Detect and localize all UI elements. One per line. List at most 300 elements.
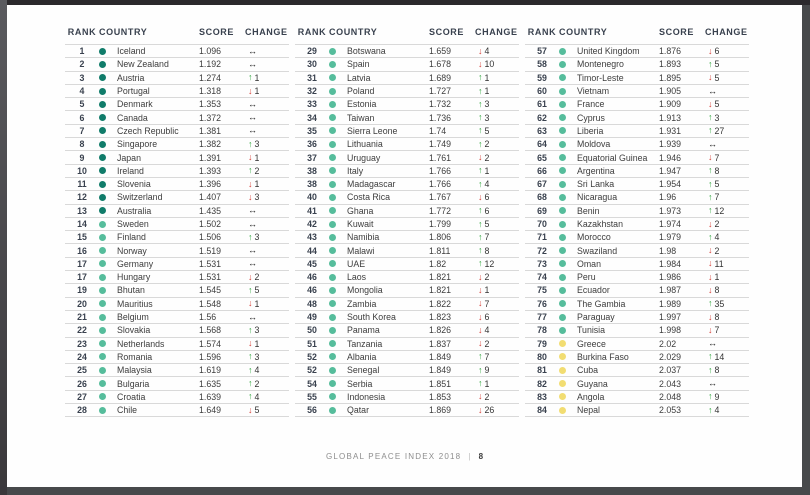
country-cell: Chile bbox=[117, 405, 138, 416]
change-arrow-icon: ↑ bbox=[248, 165, 253, 176]
change-arrow-icon: ↑ bbox=[248, 138, 253, 149]
table-row bbox=[295, 72, 519, 85]
tier-dot-icon bbox=[329, 114, 336, 121]
change-amount: 8 bbox=[714, 285, 720, 296]
score-cell: 1.931 bbox=[659, 125, 682, 136]
change-arrow-icon: ↑ bbox=[478, 138, 483, 149]
rank-cell: 25 bbox=[77, 365, 87, 376]
change-cell bbox=[705, 246, 749, 256]
rank-cell: 28 bbox=[77, 405, 87, 416]
change-cell bbox=[475, 126, 519, 136]
change-arrow-icon: ↔ bbox=[248, 45, 257, 56]
table-row bbox=[65, 151, 289, 164]
change-amount: 6 bbox=[484, 192, 490, 203]
table-row bbox=[295, 324, 519, 337]
change-cell bbox=[245, 405, 289, 415]
score-cell: 1.974 bbox=[659, 219, 682, 229]
score-cell: 2.029 bbox=[659, 351, 682, 362]
rank-cell: 48 bbox=[307, 298, 317, 309]
table-row bbox=[295, 338, 519, 351]
score-cell: 1.519 bbox=[199, 245, 222, 256]
score-cell: 1.849 bbox=[429, 365, 452, 376]
change-amount: 4 bbox=[484, 179, 490, 190]
change-cell bbox=[475, 365, 519, 375]
rank-cell: 52 bbox=[307, 365, 317, 376]
score-cell: 1.391 bbox=[199, 152, 222, 163]
change-cell bbox=[475, 59, 519, 69]
score-cell: 1.531 bbox=[199, 272, 222, 283]
score-cell: 2.037 bbox=[659, 365, 682, 376]
change-arrow-icon: ↑ bbox=[478, 258, 483, 269]
table-row bbox=[65, 298, 289, 311]
score-cell: 1.382 bbox=[199, 139, 222, 150]
change-amount: 5 bbox=[714, 99, 720, 110]
change-amount: 2 bbox=[484, 391, 490, 402]
rank-cell: 21 bbox=[77, 312, 87, 323]
change-cell bbox=[475, 192, 519, 202]
table-row bbox=[525, 191, 749, 204]
score-cell: 1.56 bbox=[199, 312, 217, 323]
rank-cell: 50 bbox=[307, 325, 317, 336]
change-arrow-icon: ↓ bbox=[708, 245, 713, 256]
change-amount: 8 bbox=[714, 165, 720, 176]
table-row bbox=[525, 391, 749, 404]
table-row bbox=[525, 231, 749, 244]
table-row bbox=[525, 258, 749, 271]
rank-cell: 81 bbox=[537, 365, 547, 376]
score-cell: 1.619 bbox=[199, 365, 222, 376]
tier-dot-icon bbox=[329, 194, 336, 201]
rank-cell: 12 bbox=[77, 192, 87, 203]
change-cell bbox=[705, 99, 749, 109]
country-cell: Germany bbox=[117, 258, 154, 269]
change-cell bbox=[475, 246, 519, 256]
tier-dot-icon bbox=[559, 61, 566, 68]
rank-cell: 16 bbox=[77, 245, 87, 256]
change-cell bbox=[705, 259, 749, 269]
change-cell bbox=[475, 153, 519, 163]
rank-cell: 83 bbox=[537, 391, 547, 402]
tier-dot-icon bbox=[559, 300, 566, 307]
change-arrow-icon: ↔ bbox=[708, 138, 717, 149]
tier-dot-icon bbox=[329, 407, 336, 414]
country-cell: Malaysia bbox=[117, 365, 152, 376]
change-amount: 1 bbox=[484, 285, 490, 296]
change-cell bbox=[475, 285, 519, 295]
change-amount: 1 bbox=[254, 72, 260, 83]
change-arrow-icon: ↑ bbox=[478, 231, 483, 242]
table-row bbox=[295, 364, 519, 377]
score-cell: 1.407 bbox=[199, 192, 222, 203]
change-arrow-icon: ↑ bbox=[248, 378, 253, 389]
score-cell: 1.876 bbox=[659, 46, 682, 57]
table-row bbox=[65, 58, 289, 71]
score-cell: 1.811 bbox=[429, 245, 451, 256]
change-cell bbox=[705, 153, 749, 163]
score-cell: 1.98 bbox=[659, 245, 677, 256]
table-row bbox=[295, 231, 519, 244]
table-row bbox=[295, 58, 519, 71]
rank-cell: 14 bbox=[77, 219, 87, 229]
tier-dot-icon bbox=[559, 194, 566, 201]
country-cell: Norway bbox=[117, 245, 147, 256]
country-cell: Hungary bbox=[117, 272, 151, 283]
tier-dot-icon bbox=[329, 154, 336, 161]
score-cell: 1.939 bbox=[659, 139, 682, 150]
country-cell: Mauritius bbox=[117, 298, 153, 309]
country-cell: Iceland bbox=[117, 46, 146, 57]
peace-table-3 bbox=[525, 27, 749, 417]
change-amount: 1 bbox=[484, 72, 490, 83]
change-amount: 7 bbox=[714, 152, 720, 163]
score-cell: 1.987 bbox=[659, 285, 682, 296]
change-arrow-icon: ↓ bbox=[478, 58, 483, 69]
table-header bbox=[525, 27, 749, 44]
change-amount: 2 bbox=[484, 338, 490, 349]
change-cell bbox=[705, 113, 749, 123]
change-amount: 8 bbox=[714, 312, 720, 323]
change-arrow-icon: ↑ bbox=[248, 364, 253, 375]
rank-cell: 15 bbox=[77, 232, 87, 243]
score-cell: 1.82 bbox=[429, 258, 447, 269]
rank-cell: 46 bbox=[307, 285, 317, 296]
change-amount: 27 bbox=[714, 125, 725, 136]
country-cell: Slovakia bbox=[117, 325, 151, 336]
tier-dot-icon bbox=[329, 234, 336, 241]
change-arrow-icon: ↓ bbox=[248, 152, 253, 163]
rank-cell: 17 bbox=[77, 272, 87, 283]
table-row bbox=[65, 364, 289, 377]
change-amount: 4 bbox=[714, 405, 720, 416]
tier-dot-icon bbox=[559, 154, 566, 161]
change-amount: 1 bbox=[254, 86, 260, 97]
rank-cell: 74 bbox=[537, 272, 547, 283]
tier-dot-icon bbox=[559, 101, 566, 108]
table-row bbox=[295, 45, 519, 58]
change-arrow-icon: ↓ bbox=[478, 45, 483, 56]
change-cell bbox=[705, 59, 749, 69]
change-cell bbox=[245, 313, 289, 322]
change-cell bbox=[245, 246, 289, 255]
tier-dot-icon bbox=[559, 367, 566, 374]
change-cell bbox=[475, 166, 519, 176]
change-cell bbox=[245, 47, 289, 56]
rank-cell: 67 bbox=[537, 179, 547, 190]
score-cell: 1.979 bbox=[659, 232, 682, 243]
change-arrow-icon: ↑ bbox=[708, 125, 713, 136]
table-row bbox=[295, 151, 519, 164]
change-amount: 5 bbox=[484, 125, 490, 136]
score-cell: 1.659 bbox=[429, 46, 452, 57]
change-arrow-icon: ↓ bbox=[708, 45, 713, 56]
change-arrow-icon: ↑ bbox=[708, 364, 713, 375]
score-cell: 1.749 bbox=[429, 139, 452, 150]
table-row bbox=[65, 191, 289, 204]
rank-cell: 32 bbox=[307, 86, 317, 97]
change-cell bbox=[705, 339, 749, 348]
rank-cell: 70 bbox=[537, 219, 547, 229]
change-cell bbox=[475, 272, 519, 282]
table-row bbox=[525, 338, 749, 351]
change-cell bbox=[705, 73, 749, 83]
table-row bbox=[295, 284, 519, 297]
table-row bbox=[525, 404, 749, 417]
country-cell: Equatorial Guinea bbox=[577, 152, 648, 163]
tier-dot-icon bbox=[559, 221, 566, 228]
change-amount: 1 bbox=[254, 152, 260, 163]
country-cell: Finland bbox=[117, 232, 146, 243]
country-cell: Sweden bbox=[117, 219, 149, 229]
change-arrow-icon: ↑ bbox=[478, 364, 483, 375]
tier-dot-icon bbox=[329, 380, 336, 387]
table-row bbox=[525, 377, 749, 390]
score-cell: 1.318 bbox=[199, 86, 222, 97]
tier-dot-icon bbox=[99, 181, 106, 188]
peace-table-2 bbox=[295, 27, 519, 417]
change-cell bbox=[475, 405, 519, 415]
score-header: SCORE bbox=[659, 27, 695, 37]
table-row bbox=[525, 165, 749, 178]
change-cell bbox=[475, 179, 519, 189]
country-cell: Singapore bbox=[117, 139, 158, 150]
score-cell: 1.727 bbox=[429, 86, 452, 97]
change-amount: 26 bbox=[484, 405, 495, 416]
change-cell bbox=[475, 86, 519, 96]
change-arrow-icon: ↓ bbox=[248, 298, 253, 309]
country-cell: Timor-Leste bbox=[577, 72, 624, 83]
change-cell bbox=[705, 312, 749, 322]
tier-dot-icon bbox=[559, 287, 566, 294]
change-cell bbox=[705, 206, 749, 216]
table-row bbox=[525, 151, 749, 164]
country-cell: France bbox=[577, 99, 605, 110]
country-cell: Laos bbox=[347, 272, 367, 283]
tier-dot-icon bbox=[559, 167, 566, 174]
rank-header: RANK bbox=[297, 27, 327, 37]
table-row bbox=[525, 311, 749, 324]
score-cell: 1.947 bbox=[659, 165, 682, 176]
tier-dot-icon bbox=[559, 260, 566, 267]
rank-cell: 56 bbox=[307, 405, 317, 416]
rank-cell: 19 bbox=[77, 285, 87, 296]
change-cell bbox=[705, 140, 749, 149]
tier-dot-icon bbox=[559, 74, 566, 81]
country-cell: Paraguay bbox=[577, 312, 615, 323]
change-cell bbox=[705, 179, 749, 189]
change-arrow-icon: ↑ bbox=[248, 231, 253, 242]
change-arrow-icon: ↓ bbox=[478, 152, 483, 163]
change-amount: 5 bbox=[254, 285, 260, 296]
change-amount: 1 bbox=[254, 338, 260, 349]
table-row bbox=[65, 231, 289, 244]
change-cell bbox=[705, 219, 749, 229]
tier-dot-icon bbox=[329, 221, 336, 228]
tier-dot-icon bbox=[559, 181, 566, 188]
tier-dot-icon bbox=[99, 314, 106, 321]
tier-dot-icon bbox=[329, 300, 336, 307]
table-row bbox=[525, 298, 749, 311]
change-amount: 3 bbox=[254, 232, 260, 243]
tier-dot-icon bbox=[99, 274, 106, 281]
tier-dot-icon bbox=[329, 247, 336, 254]
tier-dot-icon bbox=[99, 287, 106, 294]
score-cell: 1.905 bbox=[659, 86, 682, 97]
change-arrow-icon: ↓ bbox=[478, 338, 483, 349]
country-cell: Senegal bbox=[347, 365, 380, 376]
tier-dot-icon bbox=[329, 287, 336, 294]
rank-cell: 42 bbox=[307, 219, 317, 229]
change-cell bbox=[475, 259, 519, 269]
rank-cell: 49 bbox=[307, 312, 317, 323]
tier-dot-icon bbox=[329, 141, 336, 148]
table-row bbox=[65, 244, 289, 257]
rank-cell: 23 bbox=[77, 338, 87, 349]
change-amount: 1 bbox=[484, 86, 490, 97]
change-arrow-icon: ↑ bbox=[248, 72, 253, 83]
change-arrow-icon: ↑ bbox=[708, 231, 713, 242]
rank-cell: 5 bbox=[79, 99, 85, 110]
tier-dot-icon bbox=[329, 367, 336, 374]
score-cell: 1.736 bbox=[429, 112, 452, 123]
change-arrow-icon: ↓ bbox=[478, 324, 483, 335]
tier-dot-icon bbox=[99, 167, 106, 174]
change-amount: 7 bbox=[484, 232, 490, 243]
change-arrow-icon: ↔ bbox=[248, 245, 257, 256]
rank-cell: 64 bbox=[537, 139, 547, 150]
change-arrow-icon: ↓ bbox=[478, 311, 483, 322]
tier-dot-icon bbox=[99, 247, 106, 254]
tier-dot-icon bbox=[99, 300, 106, 307]
score-cell: 1.761 bbox=[429, 152, 452, 163]
change-arrow-icon: ↓ bbox=[708, 311, 713, 322]
rank-cell: 31 bbox=[307, 72, 317, 83]
country-cell: Costa Rica bbox=[347, 192, 391, 203]
tier-dot-icon bbox=[559, 380, 566, 387]
tier-dot-icon bbox=[559, 393, 566, 400]
change-cell bbox=[705, 46, 749, 56]
tier-dot-icon bbox=[559, 314, 566, 321]
rank-cell: 52 bbox=[307, 351, 317, 362]
country-cell: Lithuania bbox=[347, 139, 383, 150]
tier-dot-icon bbox=[559, 48, 566, 55]
table-row bbox=[65, 391, 289, 404]
table-row bbox=[295, 85, 519, 98]
change-arrow-icon: ↓ bbox=[478, 284, 483, 295]
tier-dot-icon bbox=[559, 127, 566, 134]
change-cell bbox=[475, 379, 519, 389]
score-cell: 1.766 bbox=[429, 179, 452, 190]
score-cell: 1.869 bbox=[429, 405, 452, 416]
country-cell: Peru bbox=[577, 272, 596, 283]
change-cell bbox=[705, 405, 749, 415]
change-arrow-icon: ↑ bbox=[708, 351, 713, 362]
country-cell: Romania bbox=[117, 351, 153, 362]
change-arrow-icon: ↑ bbox=[248, 284, 253, 295]
tier-dot-icon bbox=[329, 340, 336, 347]
score-cell: 1.822 bbox=[429, 298, 452, 309]
change-amount: 2 bbox=[484, 139, 490, 150]
country-cell: Benin bbox=[577, 205, 600, 216]
score-cell: 1.909 bbox=[659, 99, 682, 110]
rank-cell: 80 bbox=[537, 351, 547, 362]
country-cell: Argentina bbox=[577, 165, 615, 176]
change-arrow-icon: ↑ bbox=[708, 391, 713, 402]
tier-dot-icon bbox=[329, 181, 336, 188]
country-cell: Oman bbox=[577, 258, 601, 269]
score-cell: 2.043 bbox=[659, 378, 682, 389]
change-arrow-icon: ↓ bbox=[478, 404, 483, 415]
country-cell: Austria bbox=[117, 72, 145, 83]
change-header: CHANGE bbox=[475, 27, 518, 37]
change-arrow-icon: ↔ bbox=[248, 311, 257, 322]
change-cell bbox=[475, 113, 519, 123]
score-cell: 1.635 bbox=[199, 378, 222, 389]
table-row bbox=[525, 205, 749, 218]
change-cell bbox=[245, 100, 289, 109]
change-amount: 7 bbox=[714, 325, 720, 336]
rank-cell: 11 bbox=[77, 179, 87, 190]
change-cell bbox=[245, 272, 289, 282]
change-cell bbox=[705, 325, 749, 335]
table-row bbox=[295, 404, 519, 417]
tier-dot-icon bbox=[329, 274, 336, 281]
tier-dot-icon bbox=[99, 207, 106, 214]
table-row bbox=[295, 258, 519, 271]
table-body-3 bbox=[525, 44, 749, 417]
score-cell: 1.545 bbox=[199, 285, 222, 296]
rank-cell: 38 bbox=[307, 179, 317, 190]
score-cell: 1.826 bbox=[429, 325, 452, 336]
country-header: COUNTRY bbox=[559, 27, 608, 37]
frame-left-edge bbox=[0, 0, 7, 495]
change-arrow-icon: ↓ bbox=[708, 152, 713, 163]
score-cell: 1.192 bbox=[199, 59, 222, 70]
rank-cell: 22 bbox=[77, 325, 87, 336]
score-cell: 1.548 bbox=[199, 298, 222, 309]
table-row bbox=[65, 111, 289, 124]
rank-cell: 44 bbox=[307, 245, 317, 256]
table-row bbox=[295, 271, 519, 284]
score-cell: 1.823 bbox=[429, 312, 452, 323]
score-cell: 1.506 bbox=[199, 232, 222, 243]
change-cell bbox=[705, 166, 749, 176]
rank-cell: 60 bbox=[537, 86, 547, 97]
score-cell: 1.574 bbox=[199, 338, 222, 349]
rank-cell: 6 bbox=[79, 112, 85, 123]
table-row bbox=[525, 98, 749, 111]
tier-dot-icon bbox=[559, 327, 566, 334]
table-row bbox=[65, 377, 289, 390]
tier-dot-icon bbox=[99, 260, 106, 267]
rank-cell: 43 bbox=[307, 232, 317, 243]
table-row bbox=[525, 364, 749, 377]
country-cell: Moldova bbox=[577, 139, 611, 150]
change-arrow-icon: ↔ bbox=[708, 338, 717, 349]
country-cell: Slovenia bbox=[117, 179, 151, 190]
change-cell bbox=[705, 126, 749, 136]
country-cell: UAE bbox=[347, 258, 366, 269]
table-row bbox=[525, 178, 749, 191]
change-arrow-icon: ↓ bbox=[248, 191, 253, 202]
change-cell bbox=[245, 113, 289, 122]
score-cell: 1.766 bbox=[429, 165, 452, 176]
table-row bbox=[295, 205, 519, 218]
table-row bbox=[295, 98, 519, 111]
country-cell: Mongolia bbox=[347, 285, 383, 296]
change-amount: 1 bbox=[254, 179, 260, 190]
country-cell: Albania bbox=[347, 351, 377, 362]
table-body-1 bbox=[65, 44, 289, 417]
